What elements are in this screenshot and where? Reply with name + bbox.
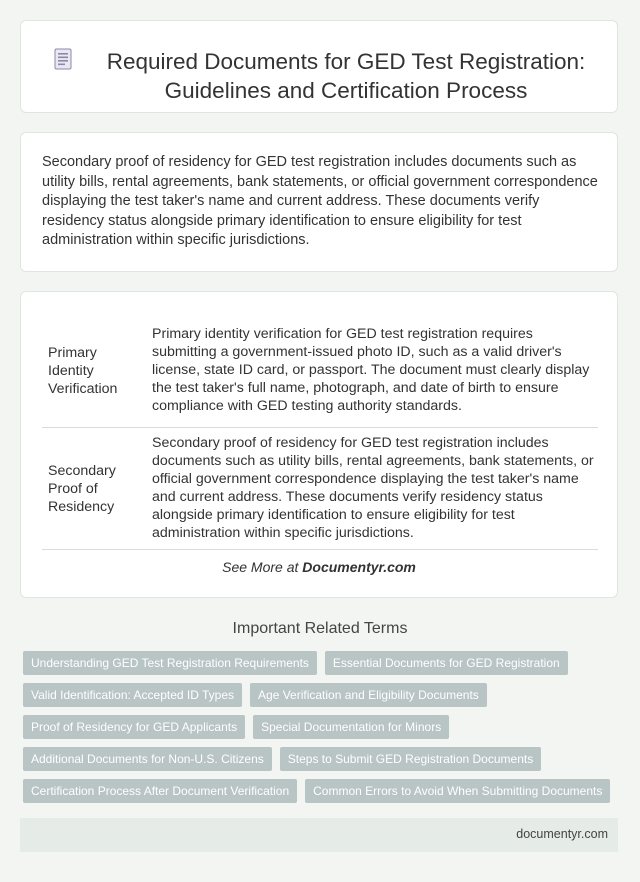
- document-icon: [54, 48, 72, 70]
- related-tag[interactable]: Additional Documents for Non-U.S. Citizens: [23, 747, 272, 771]
- row-description: Secondary proof of residency for GED test registration includes documents such as utility bills, rental agreements, bank statements, or official government correspondence displaying the test taker's name and current address. These documents verify residency status alongside primary identification to ensure eligibility for test administration within specific jurisdictions.: [146, 428, 598, 550]
- summary-card: [20, 132, 618, 272]
- row-label: Secondary Proof of Residency: [42, 428, 146, 550]
- tag-row: [23, 651, 568, 675]
- related-tag[interactable]: Common Errors to Avoid When Submitting Documents: [305, 779, 610, 803]
- related-tag[interactable]: Understanding GED Test Registration Requirements: [23, 651, 317, 675]
- related-tag[interactable]: Steps to Submit GED Registration Documents: [280, 747, 541, 771]
- table-row: [42, 314, 598, 428]
- tag-row: [23, 683, 487, 707]
- related-tag[interactable]: Proof of Residency for GED Applicants: [23, 715, 245, 739]
- related-tag[interactable]: Special Documentation for Minors: [253, 715, 449, 739]
- tag-row: [23, 715, 449, 739]
- page-title: Required Documents for GED Test Registration: Guidelines and Certification Process: [106, 49, 586, 103]
- documents-table: [42, 314, 598, 550]
- footer-site[interactable]: documentyr.com: [516, 827, 608, 841]
- tag-row: [23, 747, 541, 771]
- see-more-prefix: See More at: [222, 559, 303, 575]
- related-tag[interactable]: Valid Identification: Accepted ID Types: [23, 683, 242, 707]
- title-card: [20, 20, 618, 113]
- table-card: [20, 291, 618, 598]
- table-row: [42, 428, 598, 550]
- footer: [20, 818, 618, 852]
- tag-row: [23, 779, 610, 803]
- related-tag[interactable]: Essential Documents for GED Registration: [325, 651, 568, 675]
- related-tag[interactable]: Certification Process After Document Verification: [23, 779, 297, 803]
- summary-text: Secondary proof of residency for GED test registration includes documents such as utility bills, rental agreements, bank statements, or official government correspondence displaying the test taker's name and current address. These documents verify residency status alongside primary identification to ensure eligibility for test administration within specific jurisdictions.: [42, 154, 598, 248]
- see-more-site[interactable]: Documentyr.com: [302, 559, 416, 575]
- related-tag[interactable]: Age Verification and Eligibility Documents: [250, 683, 487, 707]
- row-description: Primary identity verification for GED test registration requires submitting a government-issued photo ID, such as a valid driver's license, state ID card, or passport. The document must clearly display the test taker's full name, photograph, and date of birth to ensure compliance with GED testing authority standards.: [146, 314, 598, 428]
- row-label: Primary Identity Verification: [42, 314, 146, 428]
- see-more-link[interactable]: [21, 559, 617, 575]
- related-terms-heading: Important Related Terms: [232, 620, 408, 637]
